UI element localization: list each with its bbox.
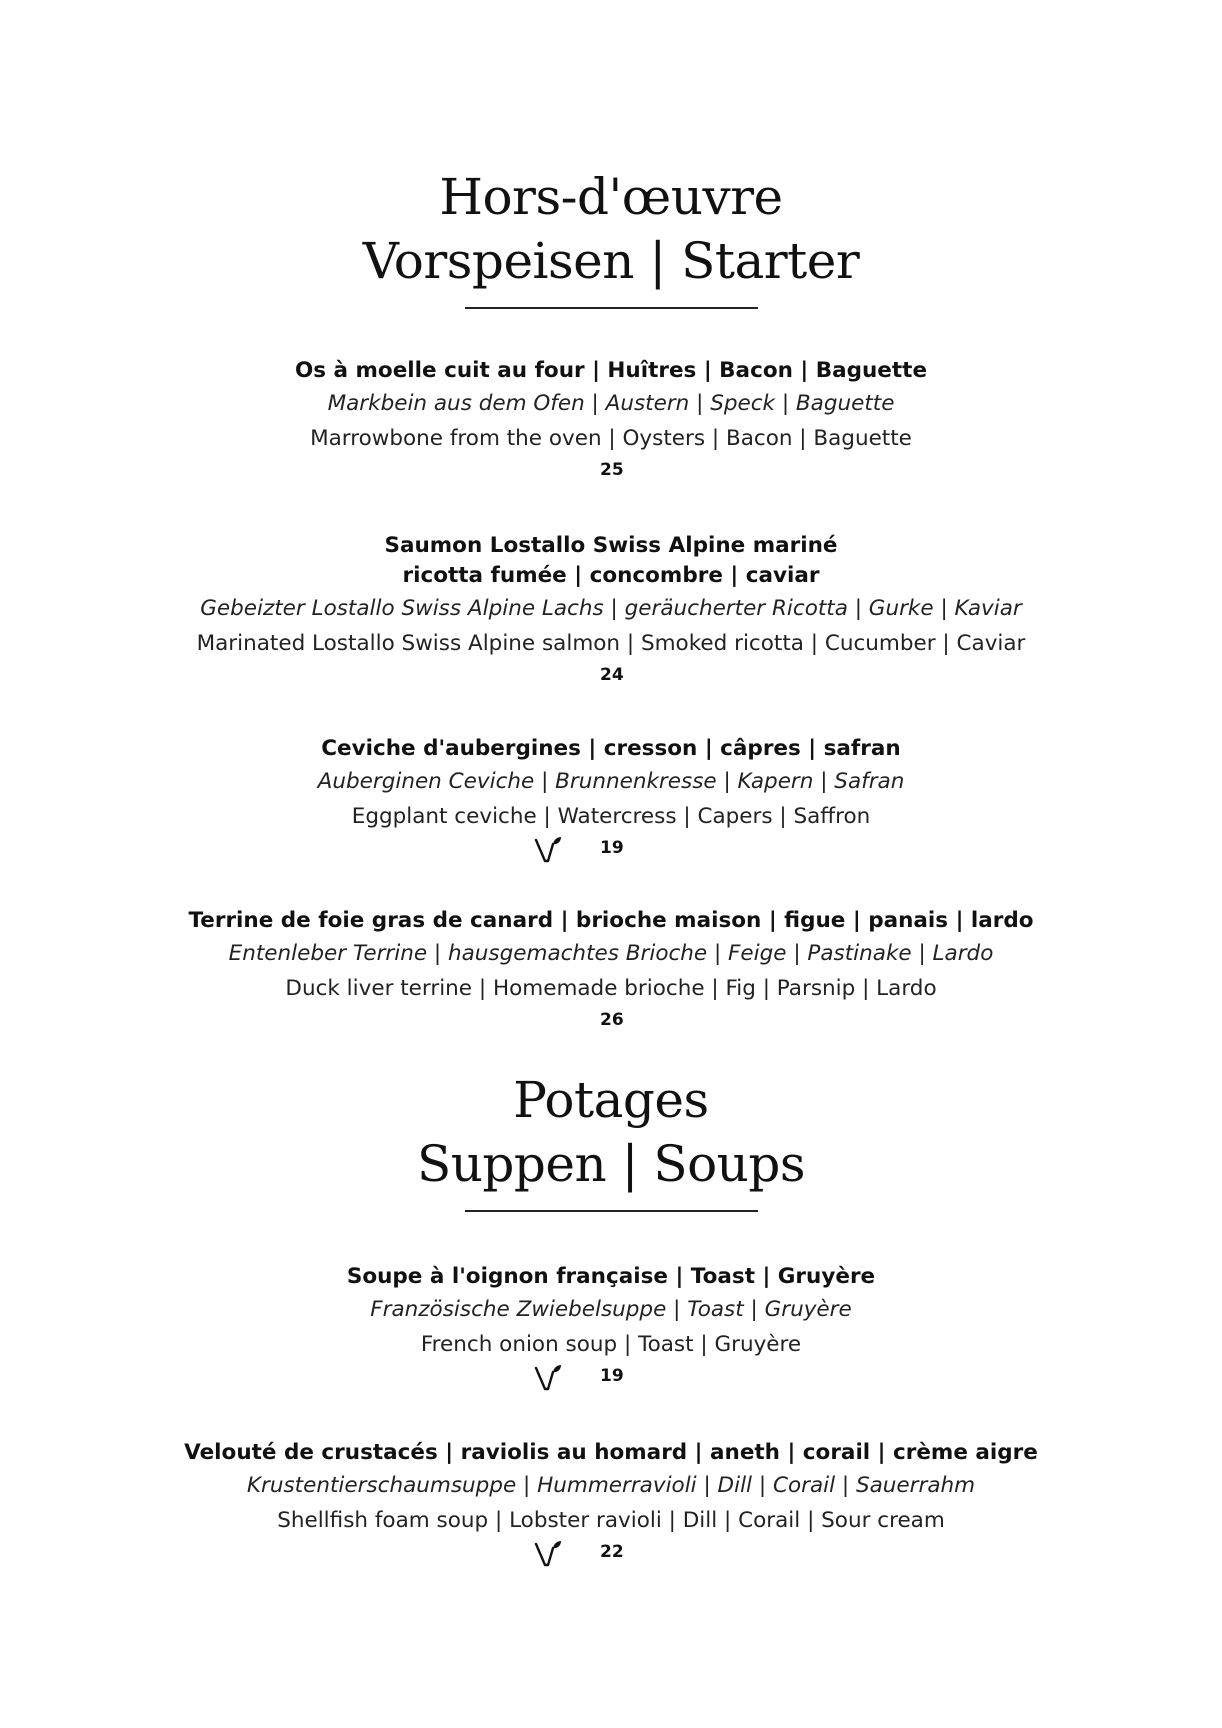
item-name-fr-line1: Saumon Lostallo Swiss Alpine mariné xyxy=(384,533,838,558)
item-name-fr: Terrine de foie gras de canard | brioche maison | figue | panais | lardo xyxy=(188,908,1034,933)
item-name-en: Shellfish foam soup | Lobster ravioli | Dill | Corail | Sour cream xyxy=(277,1508,945,1533)
item-price: 22 xyxy=(600,1542,624,1562)
price-row xyxy=(0,661,1222,695)
section-divider xyxy=(465,307,758,309)
section-heading-soups xyxy=(0,1068,1222,1212)
item-name-de: Auberginen Ceviche | Brunnenkresse | Kapern | Safran xyxy=(317,769,905,794)
section-title-line2: Vorspeisen | Starter xyxy=(362,232,860,290)
item-name-de: Markbein aus dem Ofen | Austern | Speck | Baguette xyxy=(327,391,895,416)
item-price: 19 xyxy=(600,1366,624,1386)
item-price: 26 xyxy=(600,1010,624,1030)
section-title-line2: Suppen | Soups xyxy=(416,1135,806,1193)
price-row xyxy=(0,456,1222,490)
menu-item-shellfish-soup xyxy=(0,1438,1222,1572)
section-title-line1: Hors-d'œuvre xyxy=(439,168,783,226)
vegetarian-leaf-icon xyxy=(533,834,563,866)
item-name-de: Entenleber Terrine | hausgemachtes Brioche | Feige | Pastinake | Lardo xyxy=(228,941,994,966)
item-name-fr: Ceviche d'aubergines | cresson | câpres | safran xyxy=(321,736,901,761)
price-row xyxy=(0,1362,1222,1396)
menu-item-eggplant-ceviche xyxy=(0,734,1222,868)
item-name-fr: Soupe à l'oignon française | Toast | Gruyère xyxy=(346,1264,876,1289)
menu-item-foie-gras xyxy=(0,906,1222,1040)
item-name-fr: Velouté de crustacés | raviolis au homard | aneth | corail | crème aigre xyxy=(184,1440,1038,1465)
price-row xyxy=(0,1006,1222,1040)
section-title-line1: Potages xyxy=(513,1071,709,1129)
menu-item-salmon xyxy=(0,531,1222,695)
item-name-de: Französische Zwiebelsuppe | Toast | Gruyère xyxy=(370,1297,852,1322)
item-name-en: Marrowbone from the oven | Oysters | Bacon | Baguette xyxy=(310,426,912,451)
item-name-fr: Os à moelle cuit au four | Huîtres | Bacon | Baguette xyxy=(294,358,928,383)
vegetarian-leaf-icon xyxy=(533,1538,563,1570)
section-heading-starters xyxy=(0,165,1222,309)
item-name-en: Eggplant ceviche | Watercress | Capers | Saffron xyxy=(351,804,871,829)
item-price: 19 xyxy=(600,838,624,858)
menu-item-marrowbone xyxy=(0,356,1222,490)
item-price: 25 xyxy=(600,460,624,480)
item-name-de: Krustentierschaumsuppe | Hummerravioli | Dill | Corail | Sauerrahm xyxy=(246,1473,976,1498)
item-price: 24 xyxy=(600,665,624,685)
item-name-de: Gebeizter Lostallo Swiss Alpine Lachs | geräucherter Ricotta | Gurke | Kaviar xyxy=(200,596,1022,621)
item-name-en: Duck liver terrine | Homemade brioche | Fig | Parsnip | Lardo xyxy=(285,976,937,1001)
item-name-en: Marinated Lostallo Swiss Alpine salmon | Smoked ricotta | Cucumber | Caviar xyxy=(196,631,1026,656)
section-divider xyxy=(465,1210,758,1212)
vegetarian-leaf-icon xyxy=(533,1362,563,1394)
item-name-en: French onion soup | Toast | Gruyère xyxy=(420,1332,802,1357)
price-row xyxy=(0,1538,1222,1572)
item-name-fr-line2: ricotta fumée | concombre | caviar xyxy=(402,563,820,588)
menu-item-onion-soup xyxy=(0,1262,1222,1396)
price-row xyxy=(0,834,1222,868)
